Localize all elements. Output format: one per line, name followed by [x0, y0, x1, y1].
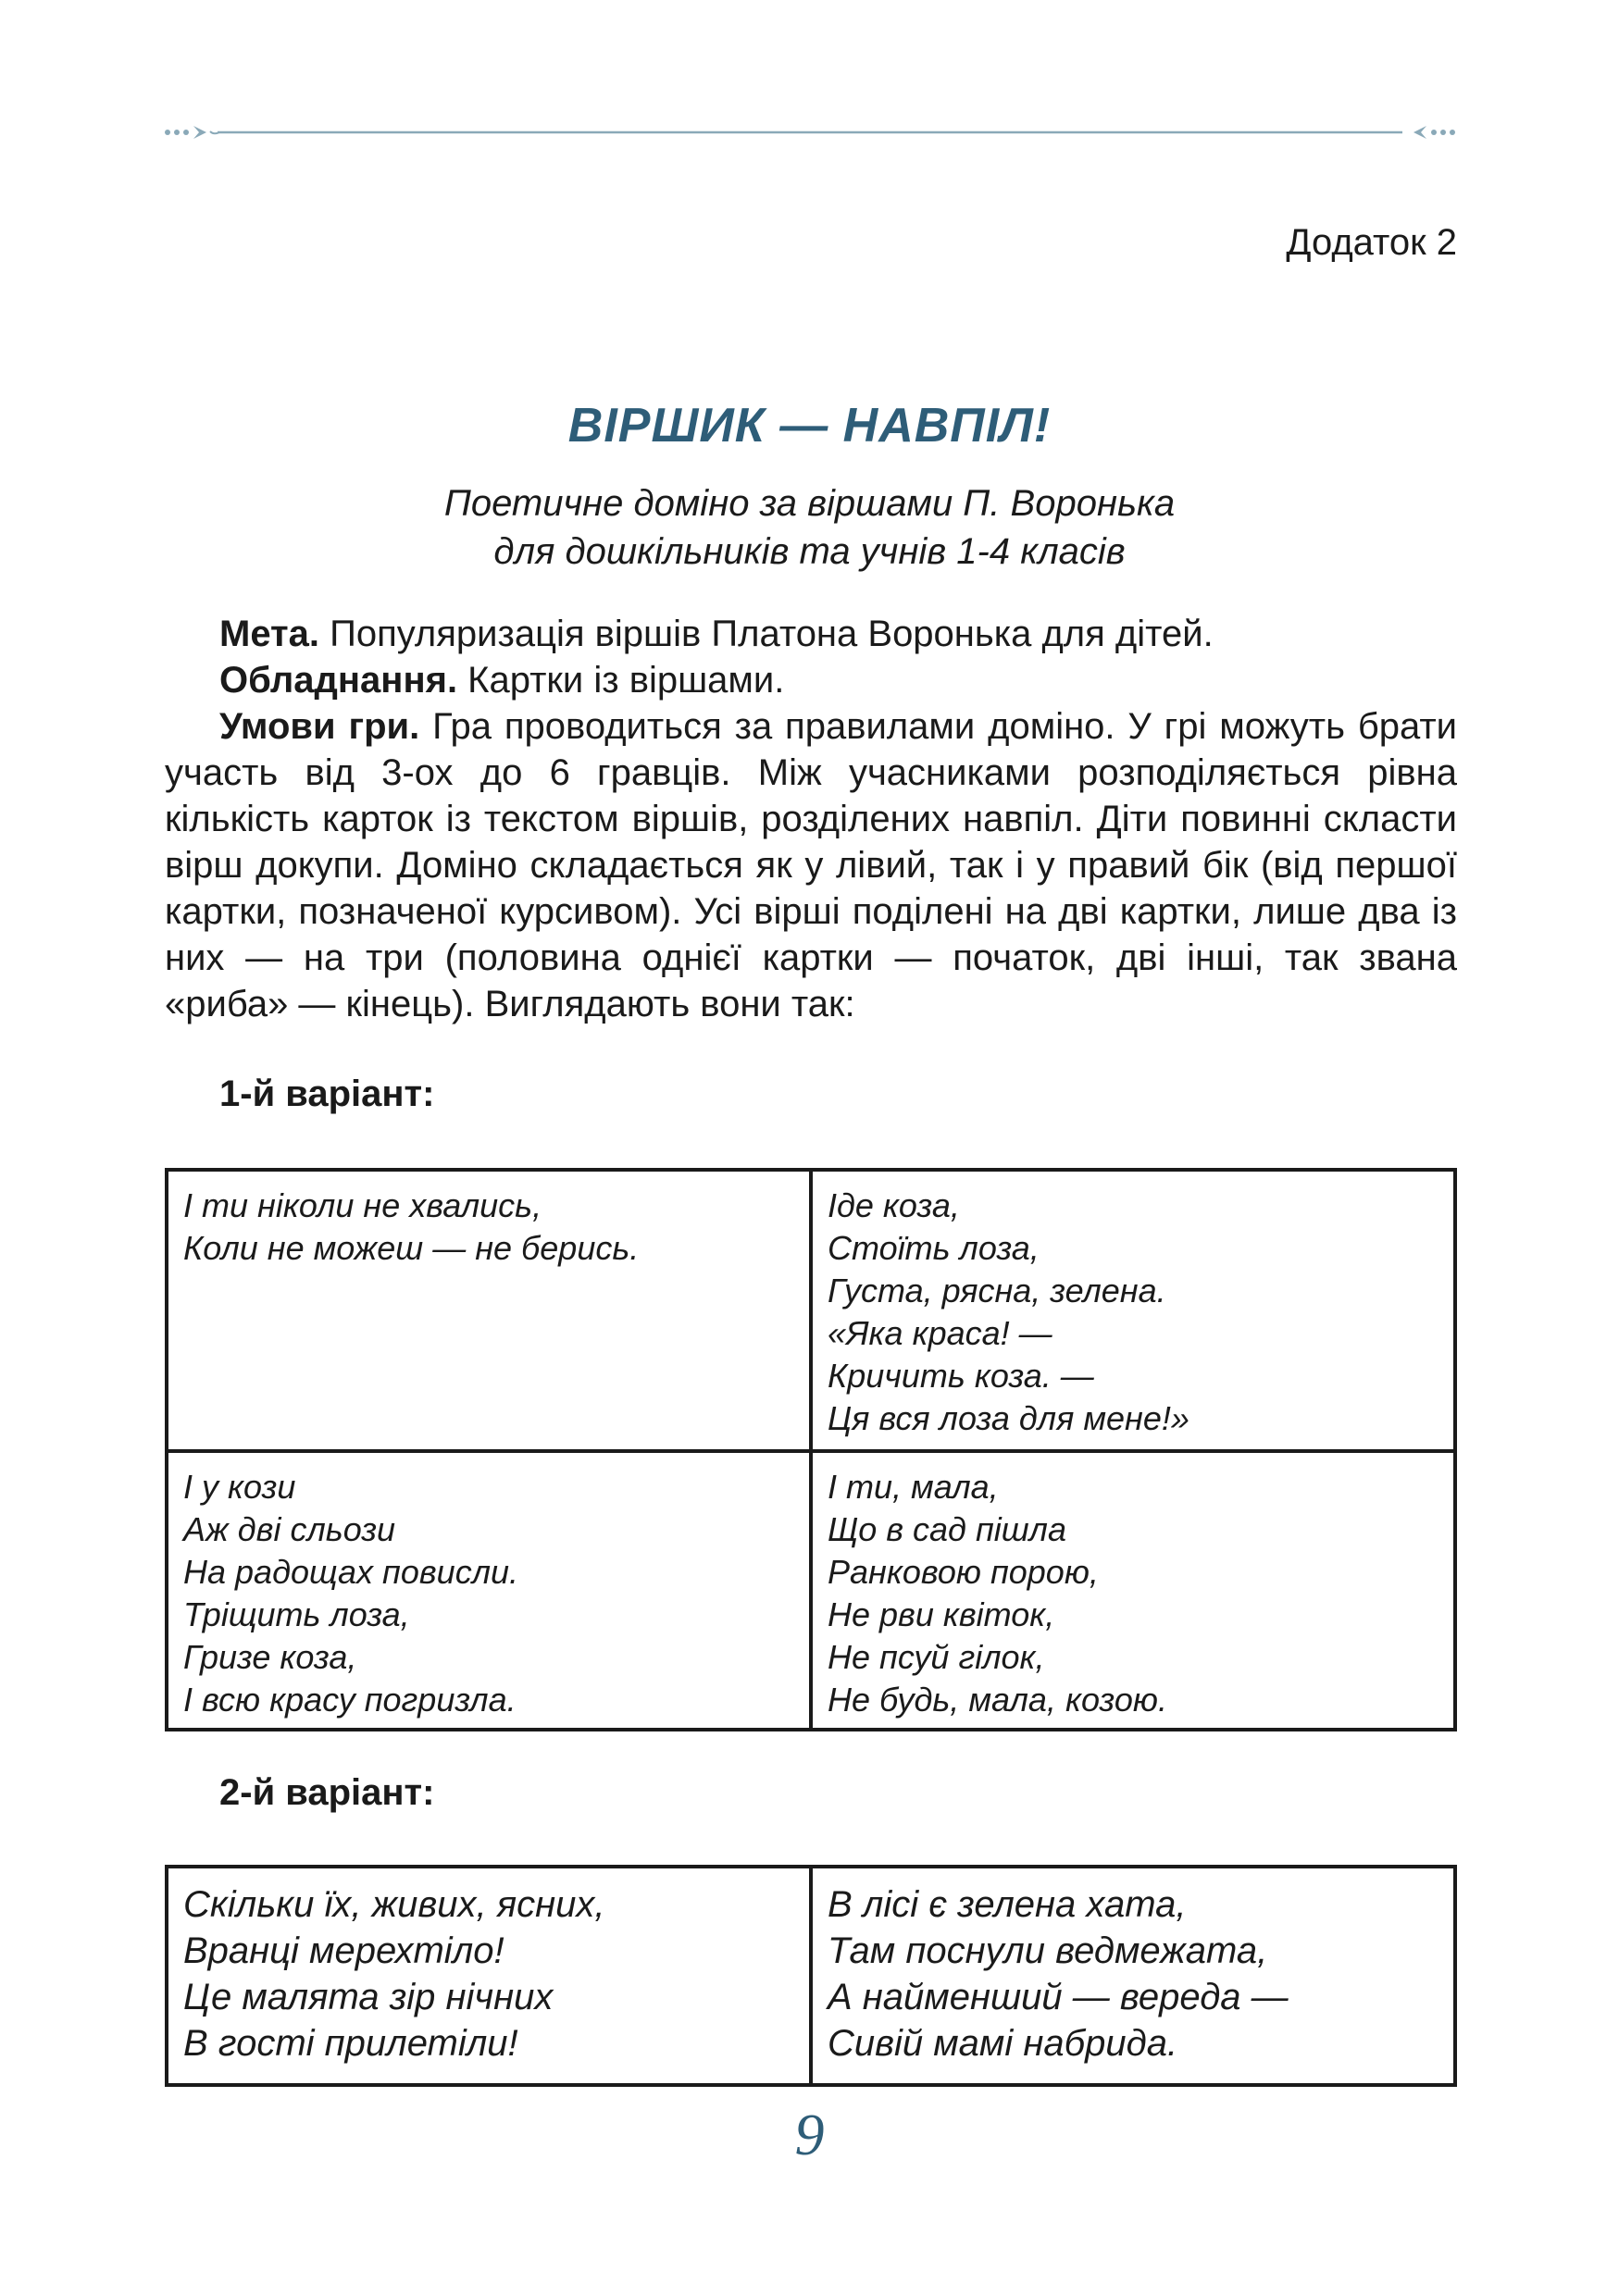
goal-text: Популяризація віршів Платона Воронька для дітей. — [319, 614, 1214, 654]
verse-line: Коли не можеш — не берись. — [183, 1229, 640, 1267]
verse-line: Що в сад пішла — [828, 1510, 1066, 1548]
verse-line: Аж дві сльози — [183, 1510, 396, 1548]
equipment-paragraph — [165, 657, 1457, 703]
verse-line: І ти ніколи не хвались, — [183, 1186, 542, 1224]
domino-card — [811, 1170, 1455, 1451]
table-row — [167, 1867, 1455, 2085]
verse-line: В лісі є зелена хата, — [828, 1884, 1187, 1925]
verse-line: Не псуй гілок, — [828, 1638, 1045, 1676]
verse-line: Кричить коза. — — [828, 1357, 1094, 1395]
verse-line: В гості прилетіли! — [183, 2023, 518, 2064]
verse-line: Там поснули ведмежата, — [828, 1930, 1268, 1971]
verse-line: Тріщить лоза, — [183, 1595, 410, 1633]
domino-card — [167, 1451, 811, 1730]
verse-line: А найменший — вереда — — [828, 1977, 1289, 2017]
goal-paragraph — [165, 611, 1457, 657]
subtitle-line: для дошкільників та учнів 1-4 класів — [493, 531, 1126, 572]
rules-paragraph — [165, 703, 1457, 1027]
intro-text — [165, 611, 1457, 1027]
domino-card — [167, 1170, 811, 1451]
table-row — [167, 1451, 1455, 1730]
verse-line: Ця вся лоза для мене!» — [828, 1399, 1189, 1437]
rules-label: Умови гри. — [219, 706, 420, 747]
verse-line: Гризе коза, — [183, 1638, 357, 1676]
verse-line: Стоїть лоза, — [828, 1229, 1040, 1267]
verse-line: Густа, рясна, зелена. — [828, 1272, 1166, 1309]
verse-line: І у кози — [183, 1468, 296, 1506]
verse-line: Не рви квіток, — [828, 1595, 1055, 1633]
variant-1-table — [165, 1168, 1457, 1731]
verse-line: Ранковою порою, — [828, 1553, 1099, 1591]
subtitle — [0, 479, 1619, 576]
header-ornament — [162, 118, 1458, 146]
variant-2-heading: 2-й варіант: — [219, 1772, 435, 1813]
table-row — [167, 1170, 1455, 1451]
rules-text: Гра проводиться за правилами доміно. У грі можуть брати участь від 3-ох до 6 гравців. Між учасниками розподіляється рівна кількість карток із текстом віршів, розділених навпіл. Діти повинні скласти вірш докупи. Доміно складається як у лівий, так і у правий бік (від першої картки, позначеної курсивом). Усі вірші поділені на дві картки, лише два із них — на три (половина однієї картки — початок, дві інші, так звана «риба» — кінець). Виглядають вони так: — [165, 706, 1458, 1024]
verse-line: І всю красу погризла. — [183, 1681, 517, 1719]
goal-label: Мета. — [219, 614, 319, 654]
page-title: ВІРШИК — НАВПІЛ! — [567, 399, 1052, 453]
equipment-text: Картки із віршами. — [457, 660, 785, 701]
verse-line: Іде коза, — [828, 1186, 960, 1224]
verse-line: І ти, мала, — [828, 1468, 999, 1506]
addendum-label: Додаток 2 — [1286, 222, 1457, 263]
page-number: 9 — [794, 2102, 825, 2167]
equipment-label: Обладнання. — [219, 660, 458, 701]
domino-card — [167, 1867, 811, 2085]
verse-line: Скільки їх, живих, ясних, — [183, 1884, 605, 1925]
variant-1-heading: 1-й варіант: — [219, 1074, 435, 1114]
domino-card — [811, 1867, 1455, 2085]
subtitle-line: Поетичне доміно за віршами П. Воронька — [443, 483, 1176, 524]
verse-line: Вранці мерехтіло! — [183, 1930, 504, 1971]
domino-card — [811, 1451, 1455, 1730]
variant-2-table — [165, 1865, 1457, 2087]
verse-line: На радощах повисли. — [183, 1553, 519, 1591]
verse-line: Це малята зір нічних — [183, 1977, 554, 2017]
verse-line: Сивій мамі набрида. — [828, 2023, 1178, 2064]
verse-line: «Яка краса! — — [828, 1314, 1052, 1352]
verse-line: Не будь, мала, козою. — [828, 1681, 1167, 1719]
